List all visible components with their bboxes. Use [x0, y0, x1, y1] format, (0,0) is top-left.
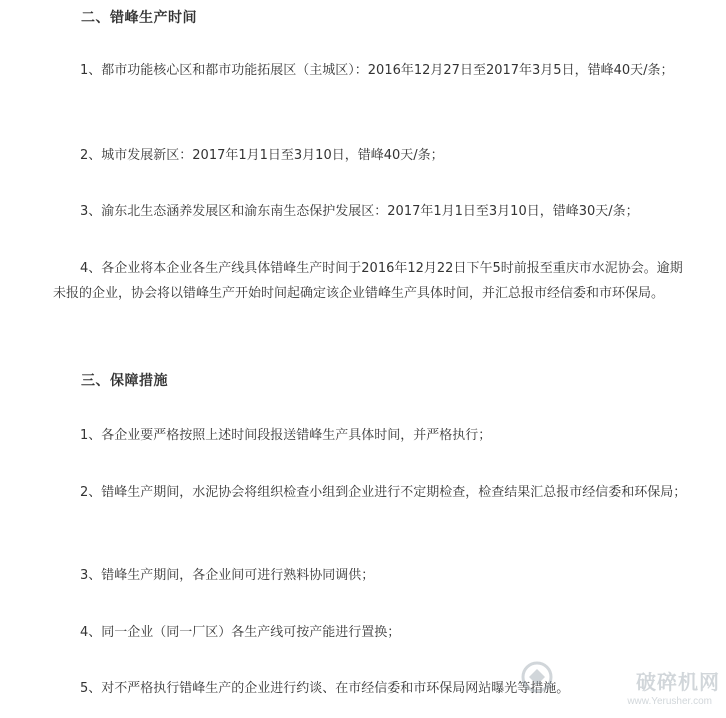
section-heading-measures: 三、保障措施 — [81, 373, 168, 389]
paragraph-measures-2: 2、错峰生产期间，水泥协会将组织检查小组到企业进行不定期检查，检查结果汇总报市经信委和环保局； — [80, 485, 687, 500]
watermark-logo-icon — [520, 660, 554, 694]
paragraph-schedule-4: 4、各企业将本企业各生产线具体错峰生产时间于2016年12月22日下午5时前报至重庆市水泥协会。逾期未报的企业，协会将以错峰生产开始时间起确定该企业错峰生产具体时间，并汇总报市经信委和市环保局。 — [53, 261, 683, 301]
paragraph-schedule-2: 2、城市发展新区：2017年1月1日至3月10日，错峰40天/条； — [80, 148, 444, 163]
paragraph-measures-5: 5、对不严格执行错峰生产的企业进行约谈、在市经信委和市环保局网站曝光等措施。 — [80, 681, 570, 696]
paragraph-schedule-1: 1、都市功能核心区和都市功能拓展区（主城区）：2016年12月27日至2017年3月5日，错峰40天/条； — [80, 63, 674, 78]
section-heading-schedule: 二、错峰生产时间 — [81, 10, 197, 26]
watermark-name: 破碎机网 — [636, 670, 720, 694]
paragraph-measures-4: 4、同一企业（同一厂区）各生产线可按产能进行置换； — [80, 625, 401, 640]
watermark-url: www.Yerusher.com — [627, 696, 712, 707]
paragraph-measures-1: 1、各企业要严格按照上述时间段报送错峰生产具体时间，并严格执行； — [80, 428, 492, 443]
paragraph-schedule-3: 3、渝东北生态涵养发展区和渝东南生态保护发展区：2017年1月1日至3月10日，错峰30天/条； — [80, 204, 639, 219]
site-watermark — [520, 656, 720, 716]
paragraph-measures-3: 3、错峰生产期间，各企业间可进行熟料协同调供； — [80, 568, 375, 583]
